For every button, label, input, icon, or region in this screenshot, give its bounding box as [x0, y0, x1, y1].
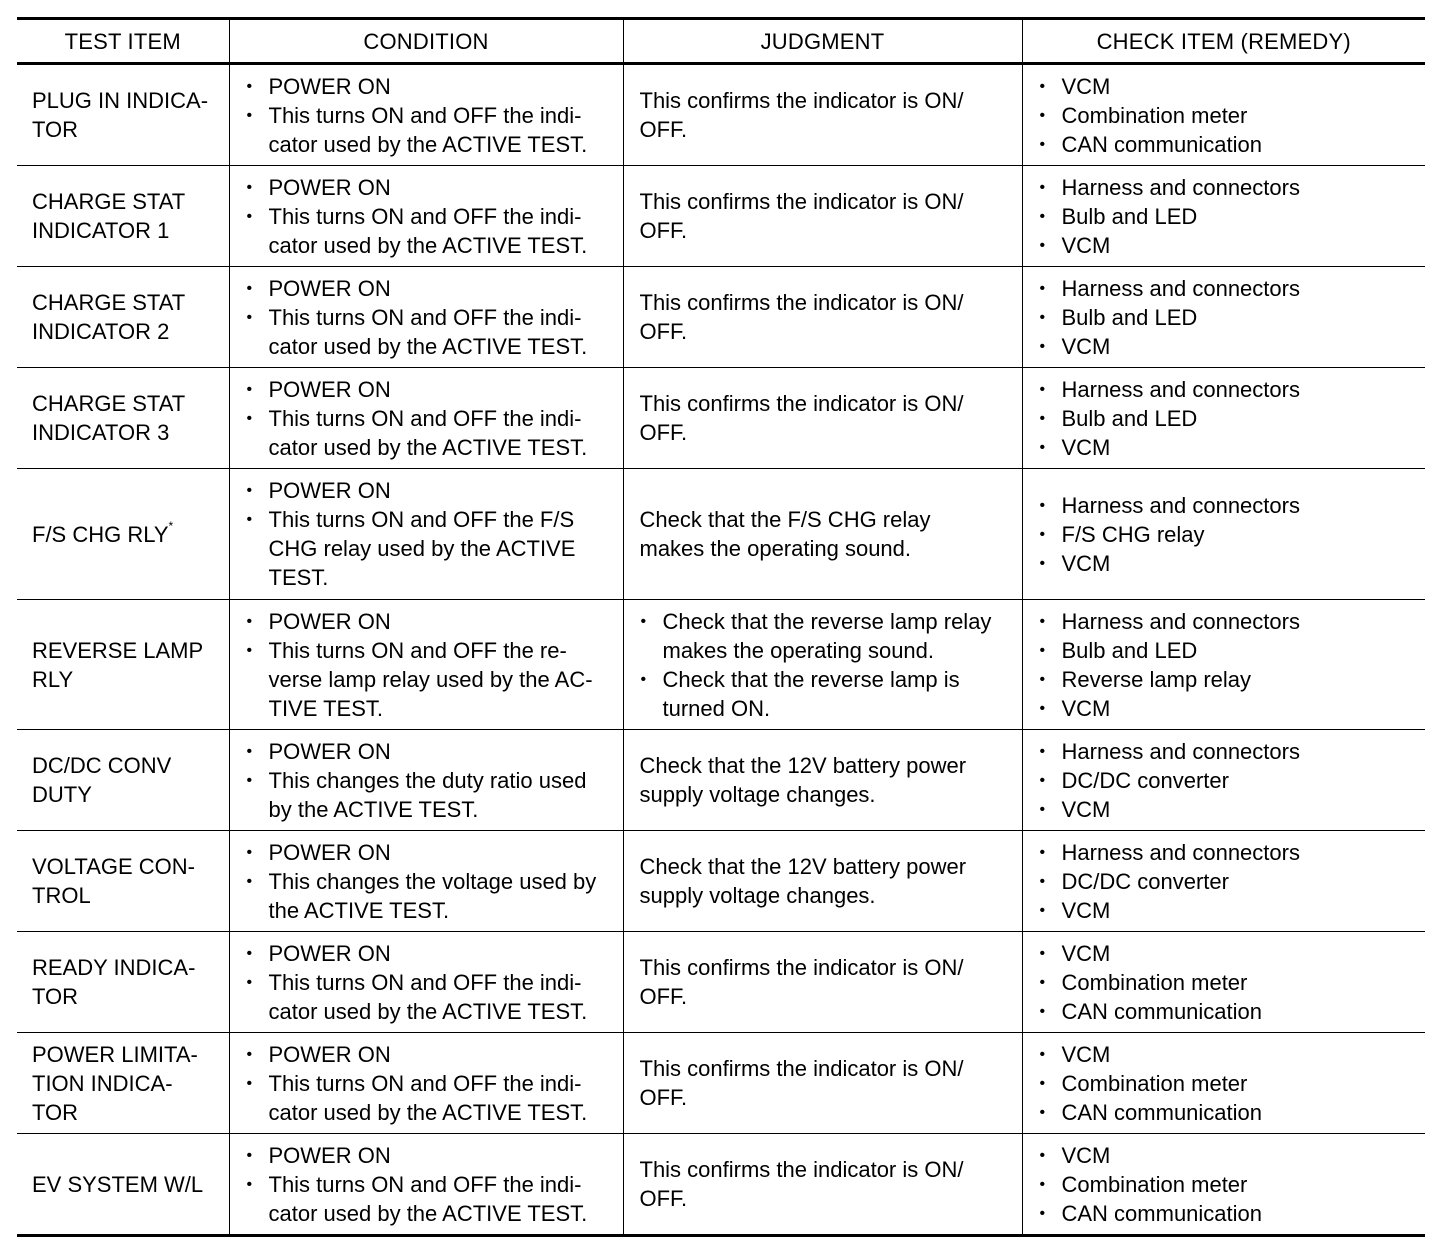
judgment-line: OFF.	[639, 984, 688, 1009]
condition-item	[246, 838, 615, 867]
condition-item	[246, 636, 615, 723]
condition-line: cator used by the ACTIVE TEST.	[268, 232, 588, 258]
condition-line: • POWER ON	[268, 1041, 391, 1067]
check-item: • Harness and connectors	[1039, 607, 1418, 636]
judgment-cell	[623, 932, 1022, 1033]
table-row	[17, 600, 1425, 730]
condition-item	[246, 1141, 615, 1170]
judgment-cell	[623, 831, 1022, 932]
condition-item	[246, 607, 615, 636]
test-item-line: INDICATOR 2	[32, 319, 170, 344]
check-item: • Combination meter	[1039, 968, 1418, 997]
test-item-cell	[17, 1033, 229, 1134]
check-item: • Harness and connectors	[1039, 375, 1418, 404]
test-item-line: TION INDICA-	[32, 1070, 173, 1096]
condition-line: TEST.	[268, 565, 329, 590]
judgment-cell	[623, 469, 1022, 600]
condition-line: verse lamp relay used by the AC-	[268, 666, 593, 692]
check-item: • Combination meter	[1039, 1069, 1418, 1098]
condition-line: • POWER ON	[268, 73, 391, 99]
test-item-cell	[17, 469, 229, 600]
condition-line: by the ACTIVE TEST.	[268, 796, 479, 822]
check-item: • F/S CHG relay	[1039, 520, 1418, 549]
check-item-list	[1023, 274, 1426, 361]
check-item: • Harness and connectors	[1039, 838, 1418, 867]
header-condition: CONDITION	[229, 19, 623, 64]
check-item: • VCM	[1039, 72, 1418, 101]
condition-line: • This turns ON and OFF the indi-	[268, 1070, 582, 1096]
check-item-list	[1023, 72, 1426, 159]
condition-line: TIVE TEST.	[268, 695, 384, 721]
condition-item	[246, 766, 615, 824]
header-test-item: TEST ITEM	[17, 19, 229, 64]
judgment-item	[640, 607, 1014, 665]
condition-cell	[229, 730, 623, 831]
condition-list	[230, 737, 623, 824]
condition-item	[246, 968, 615, 1026]
table-row	[17, 267, 1425, 368]
check-item-list	[1023, 375, 1426, 462]
judgment-line: • Check that the reverse lamp relay	[662, 608, 992, 634]
footnote-mark: *	[168, 519, 174, 534]
judgment-line: OFF.	[639, 1186, 688, 1211]
condition-line: • This turns ON and OFF the re-	[268, 637, 567, 663]
check-item: • VCM	[1039, 694, 1418, 723]
check-item-list	[1023, 491, 1426, 578]
condition-cell	[229, 469, 623, 600]
condition-line: • This turns ON and OFF the indi-	[268, 1171, 582, 1197]
test-item-line	[32, 520, 223, 549]
check-item: • CAN communication	[1039, 1199, 1418, 1228]
judgment-line: Check that the 12V battery power	[639, 854, 967, 879]
judgment-line: OFF.	[639, 218, 688, 243]
test-item-line: DC/DC CONV	[32, 753, 172, 778]
condition-item	[246, 72, 615, 101]
condition-item	[246, 1040, 615, 1069]
condition-item	[246, 101, 615, 159]
condition-list	[230, 1141, 623, 1228]
condition-line: • POWER ON	[268, 608, 391, 634]
check-item-list	[1023, 1141, 1426, 1228]
check-item: • VCM	[1039, 896, 1418, 925]
judgment-line: This confirms the indicator is ON/	[639, 391, 964, 416]
check-item-cell	[1022, 267, 1425, 368]
test-item-cell	[17, 932, 229, 1033]
check-item: • Bulb and LED	[1039, 303, 1418, 332]
check-item: • DC/DC converter	[1039, 867, 1418, 896]
condition-cell	[229, 368, 623, 469]
condition-list	[230, 939, 623, 1026]
test-item-cell	[17, 1134, 229, 1236]
check-item: • CAN communication	[1039, 1098, 1418, 1127]
check-item: • CAN communication	[1039, 997, 1418, 1026]
condition-list	[230, 607, 623, 723]
judgment-item	[640, 665, 1014, 723]
check-item-cell	[1022, 600, 1425, 730]
judgment-list	[624, 607, 1022, 723]
condition-line: cator used by the ACTIVE TEST.	[268, 998, 588, 1024]
judgment-line: Check that the 12V battery power	[639, 753, 967, 778]
condition-list	[230, 476, 623, 592]
condition-list	[230, 72, 623, 159]
check-item: • VCM	[1039, 433, 1418, 462]
condition-list	[230, 1040, 623, 1127]
test-item-line: RLY	[32, 666, 74, 692]
check-item: • VCM	[1039, 795, 1418, 824]
condition-item	[246, 404, 615, 462]
test-item-line: VOLTAGE CON-	[32, 854, 195, 879]
condition-line: • This changes the voltage used by	[268, 868, 597, 894]
table-row	[17, 64, 1425, 166]
check-item: • VCM	[1039, 1141, 1418, 1170]
condition-cell	[229, 1033, 623, 1134]
check-item-cell	[1022, 166, 1425, 267]
condition-item	[246, 1170, 615, 1228]
header-check-item: CHECK ITEM (REMEDY)	[1022, 19, 1425, 64]
judgment-cell	[623, 64, 1022, 166]
check-item: • Reverse lamp relay	[1039, 665, 1418, 694]
condition-line: • This turns ON and OFF the F/S	[268, 507, 575, 532]
table-row	[17, 932, 1425, 1033]
judgment-line: • Check that the reverse lamp is	[662, 666, 960, 692]
check-item-list	[1023, 173, 1426, 260]
condition-item	[246, 375, 615, 404]
condition-line: • POWER ON	[268, 275, 391, 301]
test-item-line: TOR	[32, 984, 79, 1009]
check-item-list	[1023, 838, 1426, 925]
condition-line: CHG relay used by the ACTIVE	[268, 536, 576, 561]
test-item-text: F/S CHG RLY	[32, 521, 169, 547]
condition-line: • POWER ON	[268, 376, 391, 402]
test-item-cell	[17, 166, 229, 267]
test-item-line: PLUG IN INDICA-	[32, 88, 209, 113]
condition-item	[246, 939, 615, 968]
condition-line: • This turns ON and OFF the indi-	[268, 969, 582, 995]
check-item-cell	[1022, 64, 1425, 166]
judgment-line: This confirms the indicator is ON/	[639, 1056, 964, 1081]
check-item: • Harness and connectors	[1039, 491, 1418, 520]
test-item-cell	[17, 600, 229, 730]
table-row	[17, 368, 1425, 469]
condition-line: cator used by the ACTIVE TEST.	[268, 333, 588, 359]
condition-line: • POWER ON	[268, 738, 391, 764]
check-item: • Harness and connectors	[1039, 173, 1418, 202]
test-item-cell	[17, 64, 229, 166]
condition-item	[246, 1069, 615, 1127]
condition-line: • POWER ON	[268, 478, 391, 503]
test-item-cell	[17, 267, 229, 368]
judgment-line: This confirms the indicator is ON/	[639, 189, 964, 214]
check-item: • VCM	[1039, 939, 1418, 968]
test-item-line: DUTY	[32, 782, 92, 807]
judgment-line: OFF.	[639, 319, 688, 344]
judgment-cell	[623, 1134, 1022, 1236]
header-row	[17, 19, 1425, 64]
condition-list	[230, 375, 623, 462]
condition-item	[246, 476, 615, 505]
condition-line: cator used by the ACTIVE TEST.	[268, 1200, 588, 1226]
check-item: • Combination meter	[1039, 1170, 1418, 1199]
test-item-line: TOR	[32, 117, 79, 142]
judgment-cell	[623, 1033, 1022, 1134]
check-item-list	[1023, 1040, 1426, 1127]
table-row	[17, 166, 1425, 267]
test-item-line: REVERSE LAMP	[32, 637, 204, 663]
judgment-cell	[623, 166, 1022, 267]
condition-cell	[229, 267, 623, 368]
check-item-cell	[1022, 932, 1425, 1033]
condition-item	[246, 303, 615, 361]
check-item-cell	[1022, 368, 1425, 469]
test-item-line: TOR	[32, 1099, 79, 1125]
judgment-line: This confirms the indicator is ON/	[639, 290, 964, 315]
test-item-line: READY INDICA-	[32, 955, 196, 980]
test-item-cell	[17, 831, 229, 932]
condition-item	[246, 505, 615, 592]
condition-line: • This turns ON and OFF the indi-	[268, 203, 582, 229]
test-item-line: CHARGE STAT	[32, 189, 186, 214]
condition-item	[246, 202, 615, 260]
condition-line: cator used by the ACTIVE TEST.	[268, 131, 588, 157]
check-item: • Harness and connectors	[1039, 737, 1418, 766]
judgment-line: supply voltage changes.	[639, 782, 876, 807]
condition-line: • POWER ON	[268, 1142, 391, 1168]
condition-list	[230, 173, 623, 260]
check-item-list	[1023, 939, 1426, 1026]
check-item-cell	[1022, 831, 1425, 932]
condition-cell	[229, 831, 623, 932]
judgment-line: Check that the F/S CHG relay	[639, 507, 931, 532]
check-item: • VCM	[1039, 549, 1418, 578]
judgment-line: makes the operating sound.	[662, 637, 935, 663]
condition-cell	[229, 932, 623, 1033]
condition-cell	[229, 600, 623, 730]
condition-line: • This turns ON and OFF the indi-	[268, 102, 582, 128]
check-item-cell	[1022, 1134, 1425, 1236]
active-test-table	[17, 17, 1425, 1237]
check-item: • VCM	[1039, 231, 1418, 260]
condition-item	[246, 737, 615, 766]
check-item-cell	[1022, 1033, 1425, 1134]
judgment-cell	[623, 730, 1022, 831]
judgment-line: supply voltage changes.	[639, 883, 876, 908]
condition-line: • POWER ON	[268, 940, 391, 966]
check-item: • DC/DC converter	[1039, 766, 1418, 795]
judgment-cell	[623, 600, 1022, 730]
condition-cell	[229, 64, 623, 166]
check-item: • Bulb and LED	[1039, 404, 1418, 433]
test-item-line: EV SYSTEM W/L	[32, 1171, 204, 1197]
check-item: • Bulb and LED	[1039, 202, 1418, 231]
check-item: • Bulb and LED	[1039, 636, 1418, 665]
check-item-list	[1023, 737, 1426, 824]
condition-cell	[229, 1134, 623, 1236]
judgment-line: makes the operating sound.	[639, 536, 912, 561]
table-row	[17, 831, 1425, 932]
test-item-line: CHARGE STAT	[32, 290, 186, 315]
check-item: • CAN communication	[1039, 130, 1418, 159]
condition-list	[230, 838, 623, 925]
test-item-cell	[17, 730, 229, 831]
judgment-line: OFF.	[639, 420, 688, 445]
condition-list	[230, 274, 623, 361]
check-item: • VCM	[1039, 332, 1418, 361]
judgment-line: OFF.	[639, 117, 688, 142]
condition-line: • This changes the duty ratio used	[268, 767, 587, 793]
check-item-cell	[1022, 730, 1425, 831]
condition-line: • This turns ON and OFF the indi-	[268, 304, 582, 330]
condition-cell	[229, 166, 623, 267]
judgment-line: OFF.	[639, 1085, 688, 1110]
judgment-cell	[623, 368, 1022, 469]
condition-line: • This turns ON and OFF the indi-	[268, 405, 582, 431]
check-item-cell	[1022, 469, 1425, 600]
condition-line: the ACTIVE TEST.	[268, 897, 450, 923]
test-item-line: TROL	[32, 883, 91, 908]
condition-item	[246, 173, 615, 202]
test-item-cell	[17, 368, 229, 469]
test-item-line: POWER LIMITA-	[32, 1041, 198, 1067]
test-item-line: CHARGE STAT	[32, 391, 186, 416]
judgment-line: This confirms the indicator is ON/	[639, 88, 964, 113]
table-row	[17, 469, 1425, 600]
test-item-line: INDICATOR 3	[32, 420, 170, 445]
judgment-line: This confirms the indicator is ON/	[639, 1157, 964, 1182]
judgment-line: turned ON.	[662, 695, 771, 721]
condition-item	[246, 274, 615, 303]
condition-line: cator used by the ACTIVE TEST.	[268, 434, 588, 460]
table-row	[17, 730, 1425, 831]
test-item-line: INDICATOR 1	[32, 218, 170, 243]
header-judgment: JUDGMENT	[623, 19, 1022, 64]
condition-line: • POWER ON	[268, 174, 391, 200]
check-item: • Combination meter	[1039, 101, 1418, 130]
check-item-list	[1023, 607, 1426, 723]
condition-line: cator used by the ACTIVE TEST.	[268, 1099, 588, 1125]
judgment-cell	[623, 267, 1022, 368]
condition-line: • POWER ON	[268, 839, 391, 865]
table-row	[17, 1134, 1425, 1236]
table-row	[17, 1033, 1425, 1134]
condition-item	[246, 867, 615, 925]
check-item: • VCM	[1039, 1040, 1418, 1069]
judgment-line: This confirms the indicator is ON/	[639, 955, 964, 980]
check-item: • Harness and connectors	[1039, 274, 1418, 303]
